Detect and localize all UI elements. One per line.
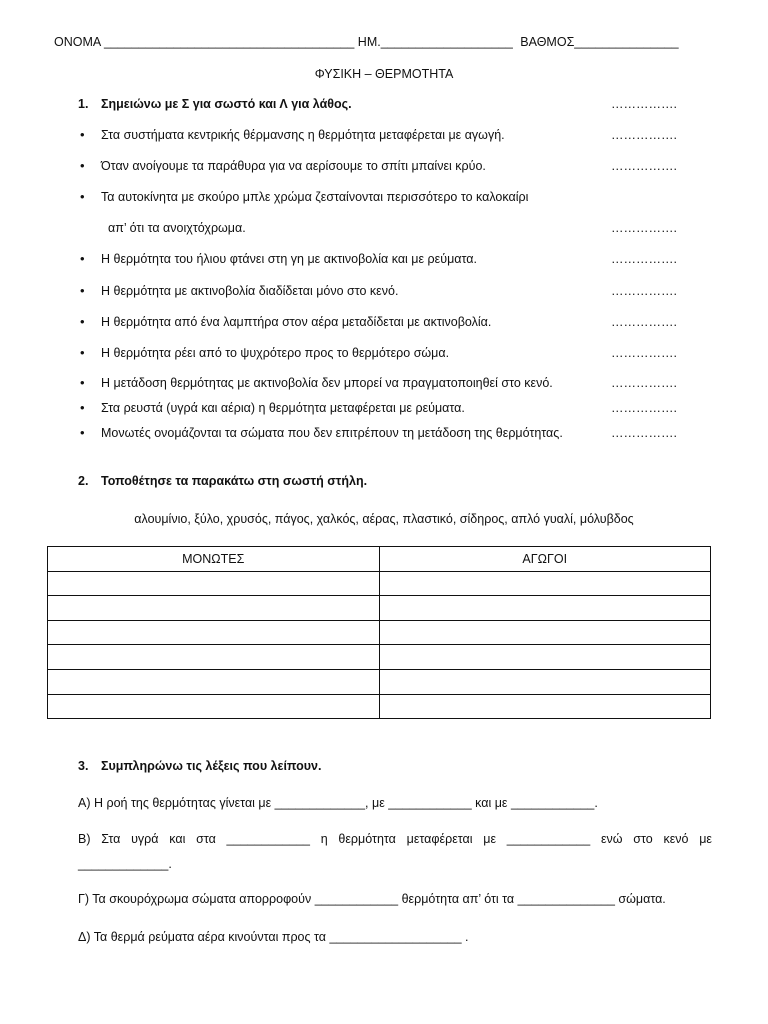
bullet: •	[80, 127, 85, 142]
conductor-cell[interactable]	[379, 645, 711, 670]
page-title: ΦΥΣΙΚΗ – ΘΕΡΜΟΤΗΤΑ	[314, 67, 454, 81]
fill-in-a: Α) Η ροή της θερμότητας γίνεται με _____________, με ____________ και με ____________.	[78, 796, 598, 810]
fill-in-b-word: στο	[633, 832, 653, 846]
insulator-cell[interactable]	[48, 694, 380, 719]
bullet: •	[80, 375, 85, 390]
statement: Η θερμότητα του ήλιου φτάνει στη γη με ακτινοβολία και με ρεύματα.	[101, 252, 477, 266]
bullet: •	[80, 251, 85, 266]
table-row	[48, 571, 711, 596]
bullet: •	[80, 158, 85, 173]
answer-blank[interactable]: …………….	[611, 97, 677, 111]
table-row	[48, 596, 711, 621]
fill-in-blank[interactable]: ____________	[506, 832, 591, 846]
conductor-cell[interactable]	[379, 694, 711, 719]
fill-in-d: Δ) Τα θερμά ρεύματα αέρα κινούνται προς τα ___________________ .	[78, 930, 469, 944]
answer-blank[interactable]: …………….	[611, 252, 677, 266]
answer-blank[interactable]: …………….	[611, 426, 677, 440]
answer-blank[interactable]: …………….	[611, 128, 677, 142]
fill-in-b-word: μεταφέρεται	[406, 832, 473, 846]
conductor-cell[interactable]	[379, 669, 711, 694]
fill-in-b-word: με	[699, 832, 712, 846]
statement: Όταν ανοίγουμε τα παράθυρα για να αερίσουμε το σπίτι μπαίνει κρύο.	[101, 159, 486, 173]
insulator-cell[interactable]	[48, 669, 380, 694]
answer-blank[interactable]: …………….	[611, 159, 677, 173]
section2-number: 2.	[78, 474, 89, 488]
insulator-cell[interactable]	[48, 620, 380, 645]
conductor-cell[interactable]	[379, 620, 711, 645]
fill-in-b-word: με	[483, 832, 497, 846]
fill-in-b-word: Β)	[78, 832, 91, 846]
fill-in-b-word: κενό	[663, 832, 689, 846]
fill-in-b-word: Στα	[101, 832, 121, 846]
date-label: ΗΜ.	[357, 35, 381, 49]
answer-blank[interactable]: …………….	[611, 376, 677, 390]
fill-in-b	[78, 832, 712, 846]
col-insulators-header: ΜΟΝΩΤΕΣ	[48, 547, 380, 572]
statement: Η μετάδοση θερμότητας με ακτινοβολία δεν μπορεί να πραγματοποιηθεί στο κενό.	[101, 376, 553, 390]
grade-field[interactable]: _______________	[574, 35, 679, 49]
section3-number: 3.	[78, 759, 89, 773]
table-row	[48, 645, 711, 670]
fill-in-blank[interactable]: ____________	[226, 832, 310, 846]
conductor-cell[interactable]	[379, 571, 711, 596]
header-line	[54, 35, 679, 49]
section1-heading: Σημειώνω με Σ για σωστό και Λ για λάθος.	[101, 97, 352, 111]
section1-number: 1.	[78, 97, 89, 111]
statement: Η θερμότητα από ένα λαμπτήρα στον αέρα μεταδίδεται με ακτινοβολία.	[101, 315, 492, 329]
bullet: •	[80, 283, 85, 298]
bullet: •	[80, 345, 85, 360]
bullet: •	[80, 400, 85, 415]
statement-continuation: απ’ ότι τα ανοιχτόχρωμα.	[108, 221, 246, 235]
table-row	[48, 694, 711, 719]
statement: Η θερμότητα ρέει από το ψυχρότερο προς το θερμότερο σώμα.	[101, 346, 450, 360]
fill-in-b-word: στα	[196, 832, 216, 846]
fill-in-b-word: η	[320, 832, 328, 846]
table-row	[48, 669, 711, 694]
name-field[interactable]: ____________________________________	[104, 35, 355, 49]
section3-heading: Συμπληρώνω τις λέξεις που λείπουν.	[101, 759, 322, 773]
statement: Τα αυτοκίνητα με σκούρο μπλε χρώμα ζεσταίνονται περισσότερο το καλοκαίρι	[101, 190, 529, 204]
answer-blank[interactable]: …………….	[611, 284, 677, 298]
answer-blank[interactable]: …………….	[611, 346, 677, 360]
fill-in-b-word: υγρά	[131, 832, 159, 846]
statement: Στα συστήματα κεντρικής θέρμανσης η θερμότητα μεταφέρεται με αγωγή.	[101, 128, 505, 142]
insulator-cell[interactable]	[48, 571, 380, 596]
sorting-table	[47, 546, 711, 719]
answer-blank[interactable]: …………….	[611, 221, 677, 235]
fill-in-b-end[interactable]: _____________.	[78, 857, 172, 871]
answer-blank[interactable]: …………….	[611, 315, 677, 329]
table-row	[48, 620, 711, 645]
word-list: αλουμίνιο, ξύλο, χρυσός, πάγος, χαλκός, αέρας, πλαστικό, σίδηρος, απλό γυαλί, μόλυβδος	[134, 512, 634, 526]
statement: Η θερμότητα με ακτινοβολία διαδίδεται μόνο στο κενό.	[101, 284, 399, 298]
bullet: •	[80, 314, 85, 329]
section2-heading: Τοποθέτησε τα παρακάτω στη σωστή στήλη.	[101, 474, 368, 488]
bullet: •	[80, 425, 85, 440]
fill-in-c: Γ) Τα σκουρόχρωμα σώματα απορροφούν ____________ θερμότητα απ’ ότι τα ______________ σώματα.	[78, 892, 666, 906]
answer-blank[interactable]: …………….	[611, 401, 677, 415]
name-label: ΟΝΟΜΑ	[54, 35, 101, 49]
fill-in-b-word: και	[169, 832, 186, 846]
col-conductors-header: ΑΓΩΓΟΙ	[379, 547, 711, 572]
statement: Μονωτές ονομάζονται τα σώματα που δεν επιτρέπουν τη μετάδοση της θερμότητας.	[101, 426, 563, 440]
insulator-cell[interactable]	[48, 596, 380, 621]
date-field[interactable]: ___________________	[380, 35, 513, 49]
statement: Στα ρευστά (υγρά και αέρια) η θερμότητα μεταφέρεται με ρεύματα.	[101, 401, 465, 415]
fill-in-b-word: ενώ	[600, 832, 623, 846]
fill-in-b-word: θερμότητα	[338, 832, 396, 846]
grade-label: ΒΑΘΜΟΣ	[520, 35, 575, 49]
bullet: •	[80, 189, 85, 204]
conductor-cell[interactable]	[379, 596, 711, 621]
insulator-cell[interactable]	[48, 645, 380, 670]
